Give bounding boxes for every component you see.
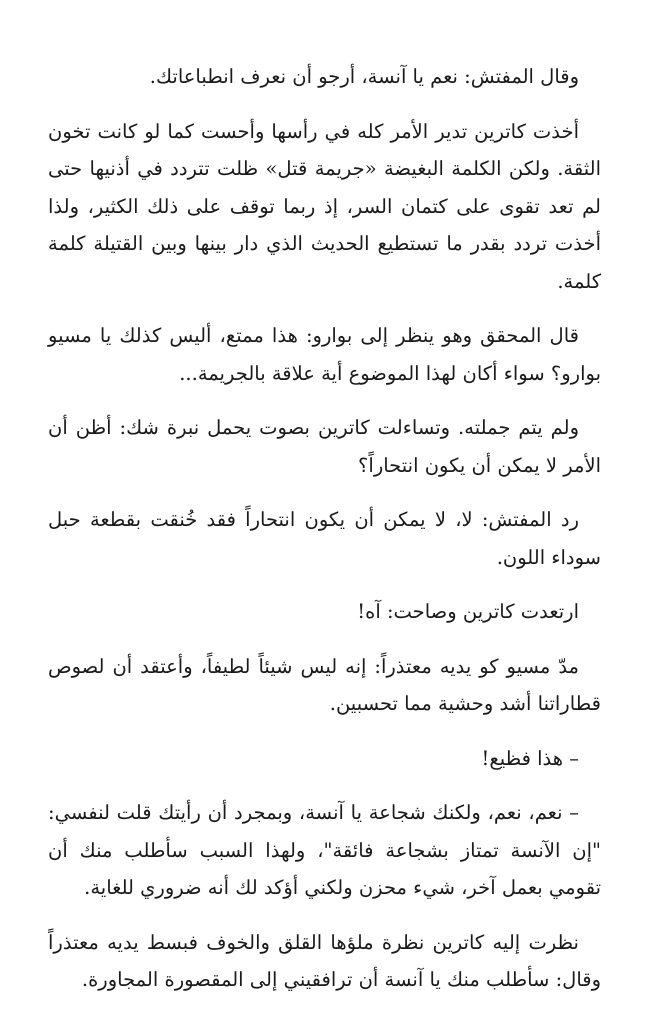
paragraph-7: مدّ مسيو كو يديه معتذراً: إنه ليس شيئاً لطيفاً، وأعتقد أن لصوص قطاراتنا أشد وحشية مما تحسبين. bbox=[48, 654, 601, 715]
paragraph-8: – هذا فظيع! bbox=[481, 746, 579, 770]
paragraph-3: قال المحقق وهو ينظر إلى بوارو: هذا ممتع، أليس كذلك يا مسيو بوارو؟ سواء أكان لهذا الموضوع أية علاقة بالجريمة... bbox=[48, 324, 601, 385]
paragraph-4: ولم يتم جملته. وتساءلت كاترين بصوت يحمل نبرة شك: أظن أن الأمر لا يمكن أن يكون انتحاراً؟ bbox=[48, 416, 601, 477]
paragraph-10: نظرت إليه كاترين نظرة ملؤها القلق والخوف فبسط يديه معتذراً وقال: سأطلب منك يا آنسة أن ترافقيني إلى المقصورة المجاورة. bbox=[48, 930, 601, 991]
paragraph-5: رد المفتش: لا، لا يمكن أن يكون انتحاراً فقد خُنقت بقطعة حبل سوداء اللون. bbox=[48, 508, 601, 569]
page-body bbox=[48, 58, 601, 1016]
paragraph-6: ارتعدت كاترين وصاحت: آه! bbox=[357, 600, 579, 623]
paragraph-9: – نعم، نعم، ولكنك شجاعة يا آنسة، وبمجرد أن رأيتك قلت لنفسي: "إن الآنسة تمتاز بشجاعة فائقة"، ولهذا السبب سأطلب منك أن تقومي بعمل آخر، شيء محزن ولكني أؤكد لك أنه ضروري للغاية. bbox=[48, 801, 601, 899]
paragraph-1: وقال المفتش: نعم يا آنسة، أرجو أن نعرف انطباعاتك. bbox=[149, 65, 579, 88]
paragraph-2: أخذت كاترين تدير الأمر كله في رأسها وأحست كما لو كانت تخون الثقة. ولكن الكلمة البغيضة «جريمة قتل» ظلت تتردد في أذنيها حتى لم تعد تقوى على كتمان السر، إذ ربما توقف على ذلك الكثير، ولذا أخذت تردد بقدر ما تستطيع الحديث الذي دار بينها وبين القتيلة كلمة كلمة. bbox=[48, 119, 601, 293]
